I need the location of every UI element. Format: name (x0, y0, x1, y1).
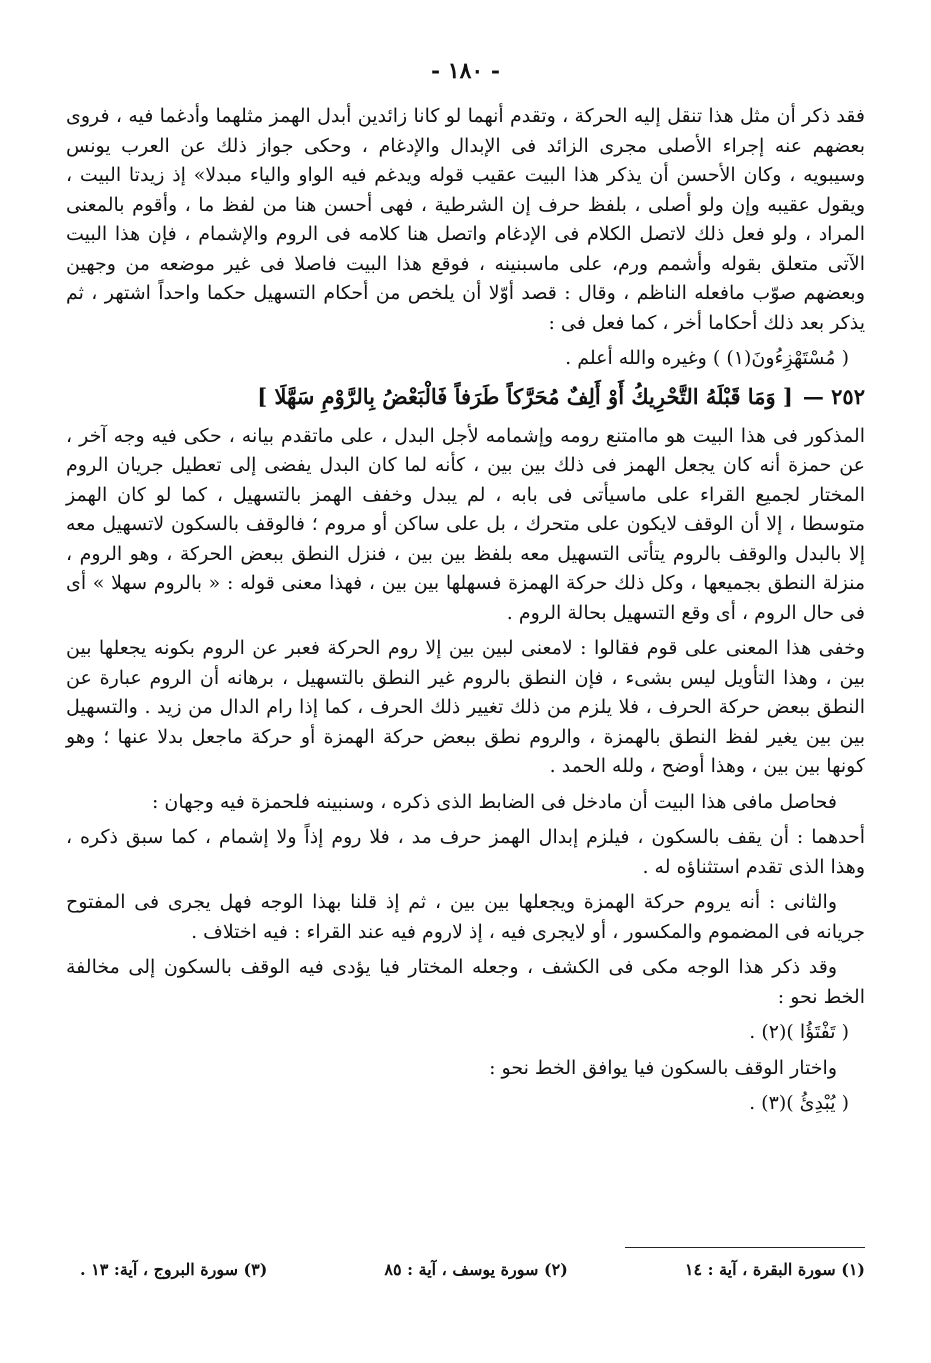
footnotes (80, 1258, 865, 1282)
page-number: - ١٨٠ - (430, 58, 501, 84)
paragraph-second-option: والثانى : أنه يروم حركة الهمزة ويجعلها بين بين ، ثم إذ قلنا بهذا الوجه فهل يجرى فى المفتوح جريانه فى المضموم والمكسور ، أو لايجرى فيه ، إذ لاروم فيه عند القراء : فيه اختلاف . (66, 891, 865, 943)
paragraph-intro: فقد ذكر أن مثل هذا تنقل إليه الحركة ، وتقدم أنهما لو كانا زائدين أبدل الهمز مثلهما وأدغما فيه ، فروى بعضهم عنه إجراء الأصلى مجرى الزائد فى الإبدال والإدغام ، وحكى جواز ذلك عن العرب يونس وسيبويه ، وكان الأحسن أن يذكر هذا البيت عقيب قوله ويدغم فيه الواو والياء مبدلا» إذ زيدتا البيت ، ويقول عقيبه وإن ولو أصلى ، بلفظ حرف إن الشرطية ، فهى أحسن هنا من لفظ ما ، وأقوم بالمعنى المراد ، ولو فعل ذلك لاتصل الكلام فى الإدغام واتصل هنا كلامه فى الروم والإشمام ، فإن هذا البيت الآتى متعلق بقوله وأشمم ورم، على ماسبنينه ، فوقع هذا البيت فاصلا فى غير موضعه من وجهين وبعضهم صوّب مافعله الناظم ، وقال : قصد أوّلا أن يلخص من أحكام التسهيل حكما واحداً اشتهر ، ثم يذكر بعد ذلك أحكاما أخر ، كما فعل فى : (66, 105, 865, 334)
quran-citation-inline: ( مُسْتَهْزِءُونَ(١) ) وغيره والله أعلم . (565, 347, 849, 369)
verse-line (66, 380, 865, 414)
paragraph-first-option: أحدهما : أن يقف بالسكون ، فيلزم إبدال الهمز حرف مد ، فلا روم إذاً ولا إشمام ، كما سبق ذكره ، وهذا الذى تقدم استثناؤه له . (66, 826, 865, 878)
main-text (66, 102, 865, 1125)
paragraph-objection: وخفى هذا المعنى على قوم فقالوا : لامعنى لبين بين إلا روم الحركة فعبر عن الروم بكونه يجعلها بين بين ، وهذا التأويل ليس بشىء ، فإن النطق بالروم غير النطق بالتسهيل ، برهانه أن الروم عبارة عن النطق ببعض حركة الحرف ، فلا يلزم من ذلك تغيير ذلك الحرف ، كما إذا رام الدال من زيد . والتسهيل بين بين يغير لفظ النطق بالهمزة ، والروم نطق ببعض حركة الهمزة أو حركة ماجعل بدلا عنها ؛ وهو كونها بين بين ، وهذا أوضح ، ولله الحمد . (66, 637, 866, 777)
footnote-2: (٢) سورة يوسف ، آية : ٨٥ (384, 1260, 568, 1279)
paragraph-makki: وقد ذكر هذا الوجه مكى فى الكشف ، وجعله المختار فيا يؤدى فيه الوقف بالسكون إلى مخالفة الخط نحو : (66, 956, 865, 1008)
verse-number: ٢٥٢ — (802, 383, 865, 409)
paragraph-choice: واختار الوقف بالسكون فيا يوافق الخط نحو : (489, 1056, 837, 1079)
paragraph-commentary: المذكور فى هذا البيت هو ماامتنع رومه وإشمامه لأجل البدل ، على ماتقدم بيانه ، حكى فيه وجه آخر ، عن حمزة أنه كان يجعل الهمز فى ذلك بين بين ، كأنه لما كان البدل يفضى إلى تعطيل جريان الروم المختار لجميع القراء على ماسيأتى فى بابه ، لم يبدل وخفف الهمز بالتسهيل ، كما لو كان الهمز متوسطا ، إلا أن الوقف لايكون على متحرك ، بل على ساكن أو مروم ؛ فالوقف بالسكون لاتسهيل معه إلا بالبدل والوقف بالروم يتأتى التسهيل معه بلفظ بين بين ، فنزل النطق ببعض الحركة ، وهو الروم ، منزلة النطق بجميعها ، وكل ذلك حركة الهمزة فسهلها بين بين ، فهذا معنى قوله : « بالروم سهلا » أى فى حال الروم ، أى وقع التسهيل بحالة الروم . (66, 424, 865, 624)
quran-citation-1: ( تَفْتَؤُا )(٢) . (749, 1021, 849, 1043)
footnote-3: (٣) سورة البروج ، آية: ١٣ . (80, 1260, 268, 1279)
footnote-1: (١) سورة البقرة ، آية : ١٤ (684, 1260, 865, 1279)
verse-text: [ وَمَا قَبْلَهُ التَّحْرِيكُ أَوْ أَلِفٌ مُحَرَّكاً طَرَفاً فَالْبَعْضُ بِالرَّوْمِ سَهَّلَا ] (257, 383, 793, 409)
quran-citation-2: ( يُبْدِئُ )(٣) . (749, 1092, 849, 1114)
footnote-divider (625, 1247, 865, 1248)
paragraph-summary: فحاصل مافى هذا البيت أن مادخل فى الضابط الذى ذكره ، وسنبينه فلحمزة فيه وجهان : (151, 790, 837, 813)
